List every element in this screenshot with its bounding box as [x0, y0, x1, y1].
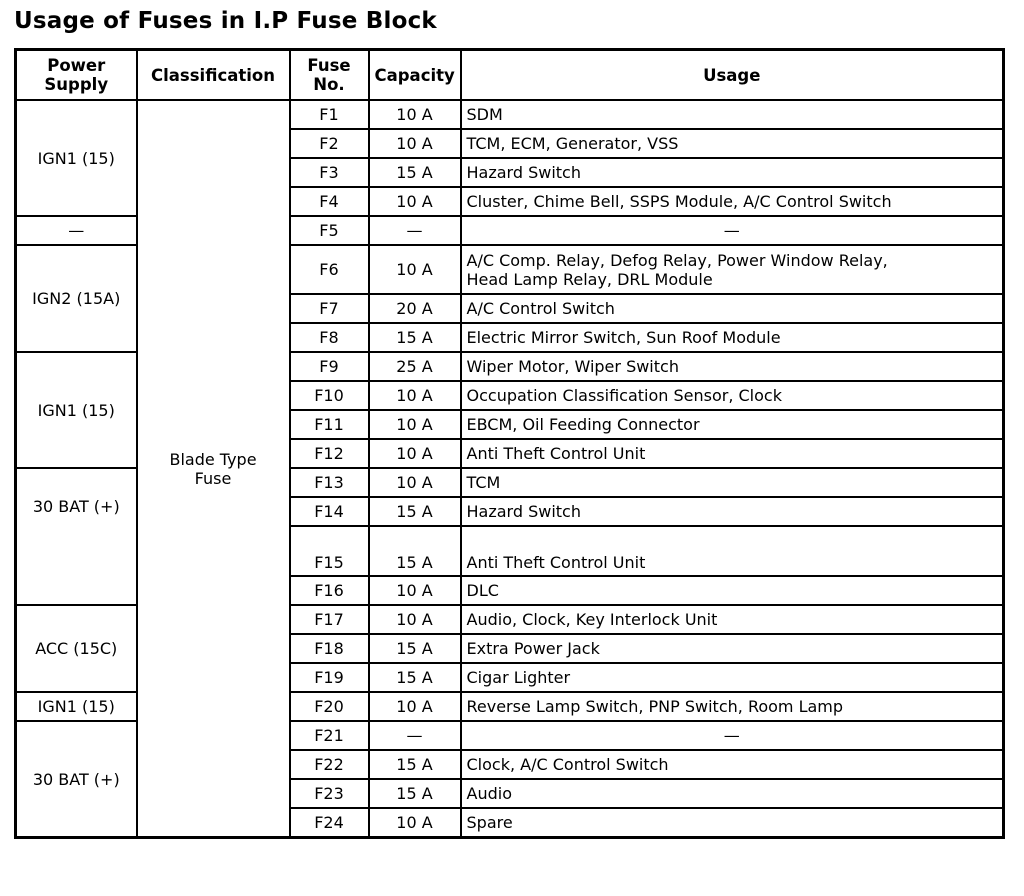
- fuse-number: F2: [290, 129, 369, 158]
- fuse-capacity: 15 A: [369, 497, 461, 526]
- fuse-capacity: 15 A: [369, 158, 461, 187]
- fuse-capacity: 10 A: [369, 100, 461, 129]
- fuse-usage: Occupation Classification Sensor, Clock: [461, 381, 1004, 410]
- fuse-number: F12: [290, 439, 369, 468]
- fuse-capacity: 15 A: [369, 779, 461, 808]
- fuse-usage: A/C Comp. Relay, Defog Relay, Power Window Relay, Head Lamp Relay, DRL Module: [461, 245, 1004, 294]
- fuse-number: F19: [290, 663, 369, 692]
- fuse-capacity: 10 A: [369, 692, 461, 721]
- fuse-usage: —: [461, 216, 1004, 245]
- fuse-capacity: —: [369, 721, 461, 750]
- fuse-number: F10: [290, 381, 369, 410]
- fuse-usage: Anti Theft Control Unit: [461, 439, 1004, 468]
- header-fuse-no: Fuse No.: [290, 50, 369, 101]
- fuse-capacity: 20 A: [369, 294, 461, 323]
- fuse-capacity: 15 A: [369, 526, 461, 576]
- fuse-capacity: 10 A: [369, 468, 461, 497]
- fuse-usage: Hazard Switch: [461, 497, 1004, 526]
- header-row: [16, 50, 1004, 101]
- fuse-capacity: 15 A: [369, 634, 461, 663]
- fuse-capacity: 10 A: [369, 381, 461, 410]
- fuse-usage: Reverse Lamp Switch, PNP Switch, Room Lamp: [461, 692, 1004, 721]
- fuse-number: F20: [290, 692, 369, 721]
- fuse-usage: Cigar Lighter: [461, 663, 1004, 692]
- fuse-capacity: 15 A: [369, 323, 461, 352]
- fuse-usage: A/C Control Switch: [461, 294, 1004, 323]
- fuse-number: F3: [290, 158, 369, 187]
- fuse-number: F7: [290, 294, 369, 323]
- fuse-capacity: 10 A: [369, 576, 461, 605]
- power-supply-cell: IGN1 (15): [16, 692, 137, 721]
- fuse-usage: EBCM, Oil Feeding Connector: [461, 410, 1004, 439]
- fuse-capacity: 10 A: [369, 439, 461, 468]
- fuse-number: F9: [290, 352, 369, 381]
- fuse-capacity: 10 A: [369, 410, 461, 439]
- fuse-number: F6: [290, 245, 369, 294]
- power-supply-cell: —: [16, 216, 137, 245]
- fuse-usage: Anti Theft Control Unit: [461, 526, 1004, 576]
- fuse-table: [14, 48, 1005, 839]
- fuse-usage: SDM: [461, 100, 1004, 129]
- fuse-number: F21: [290, 721, 369, 750]
- power-supply-cell: IGN1 (15): [16, 352, 137, 468]
- fuse-number: F4: [290, 187, 369, 216]
- fuse-number: F14: [290, 497, 369, 526]
- fuse-usage: Wiper Motor, Wiper Switch: [461, 352, 1004, 381]
- fuse-capacity: 10 A: [369, 245, 461, 294]
- page-title: Usage of Fuses in I.P Fuse Block: [14, 8, 437, 34]
- fuse-number: F15: [290, 526, 369, 576]
- fuse-usage: TCM, ECM, Generator, VSS: [461, 129, 1004, 158]
- header-classification: Classification: [137, 50, 290, 101]
- fuse-number: F23: [290, 779, 369, 808]
- header-power-supply: Power Supply: [16, 50, 137, 101]
- header-usage: Usage: [461, 50, 1004, 101]
- fuse-usage: DLC: [461, 576, 1004, 605]
- fuse-number: F17: [290, 605, 369, 634]
- fuse-usage: Clock, A/C Control Switch: [461, 750, 1004, 779]
- fuse-usage: Extra Power Jack: [461, 634, 1004, 663]
- fuse-capacity: 10 A: [369, 605, 461, 634]
- fuse-capacity: 15 A: [369, 663, 461, 692]
- table-row: [16, 100, 1004, 129]
- fuse-number: F24: [290, 808, 369, 838]
- fuse-usage: Cluster, Chime Bell, SSPS Module, A/C Control Switch: [461, 187, 1004, 216]
- classification-cell: Blade Type Fuse: [137, 100, 290, 838]
- power-supply-cell: IGN1 (15): [16, 100, 137, 216]
- fuse-number: F22: [290, 750, 369, 779]
- power-supply-cell: ACC (15C): [16, 605, 137, 692]
- fuse-usage: TCM: [461, 468, 1004, 497]
- fuse-capacity: 10 A: [369, 808, 461, 838]
- fuse-number: F18: [290, 634, 369, 663]
- fuse-usage: Spare: [461, 808, 1004, 838]
- fuse-usage: Hazard Switch: [461, 158, 1004, 187]
- fuse-usage: Audio, Clock, Key Interlock Unit: [461, 605, 1004, 634]
- fuse-number: F8: [290, 323, 369, 352]
- fuse-number: F16: [290, 576, 369, 605]
- fuse-number: F11: [290, 410, 369, 439]
- fuse-capacity: 10 A: [369, 129, 461, 158]
- fuse-capacity: 10 A: [369, 187, 461, 216]
- fuse-usage: Audio: [461, 779, 1004, 808]
- fuse-number: F13: [290, 468, 369, 497]
- fuse-capacity: 25 A: [369, 352, 461, 381]
- power-supply-cell: 30 BAT (+): [16, 468, 137, 605]
- fuse-usage: —: [461, 721, 1004, 750]
- power-supply-cell: 30 BAT (+): [16, 721, 137, 838]
- fuse-capacity: —: [369, 216, 461, 245]
- header-capacity: Capacity: [369, 50, 461, 101]
- fuse-usage: Electric Mirror Switch, Sun Roof Module: [461, 323, 1004, 352]
- fuse-number: F5: [290, 216, 369, 245]
- power-supply-cell: IGN2 (15A): [16, 245, 137, 352]
- fuse-capacity: 15 A: [369, 750, 461, 779]
- fuse-number: F1: [290, 100, 369, 129]
